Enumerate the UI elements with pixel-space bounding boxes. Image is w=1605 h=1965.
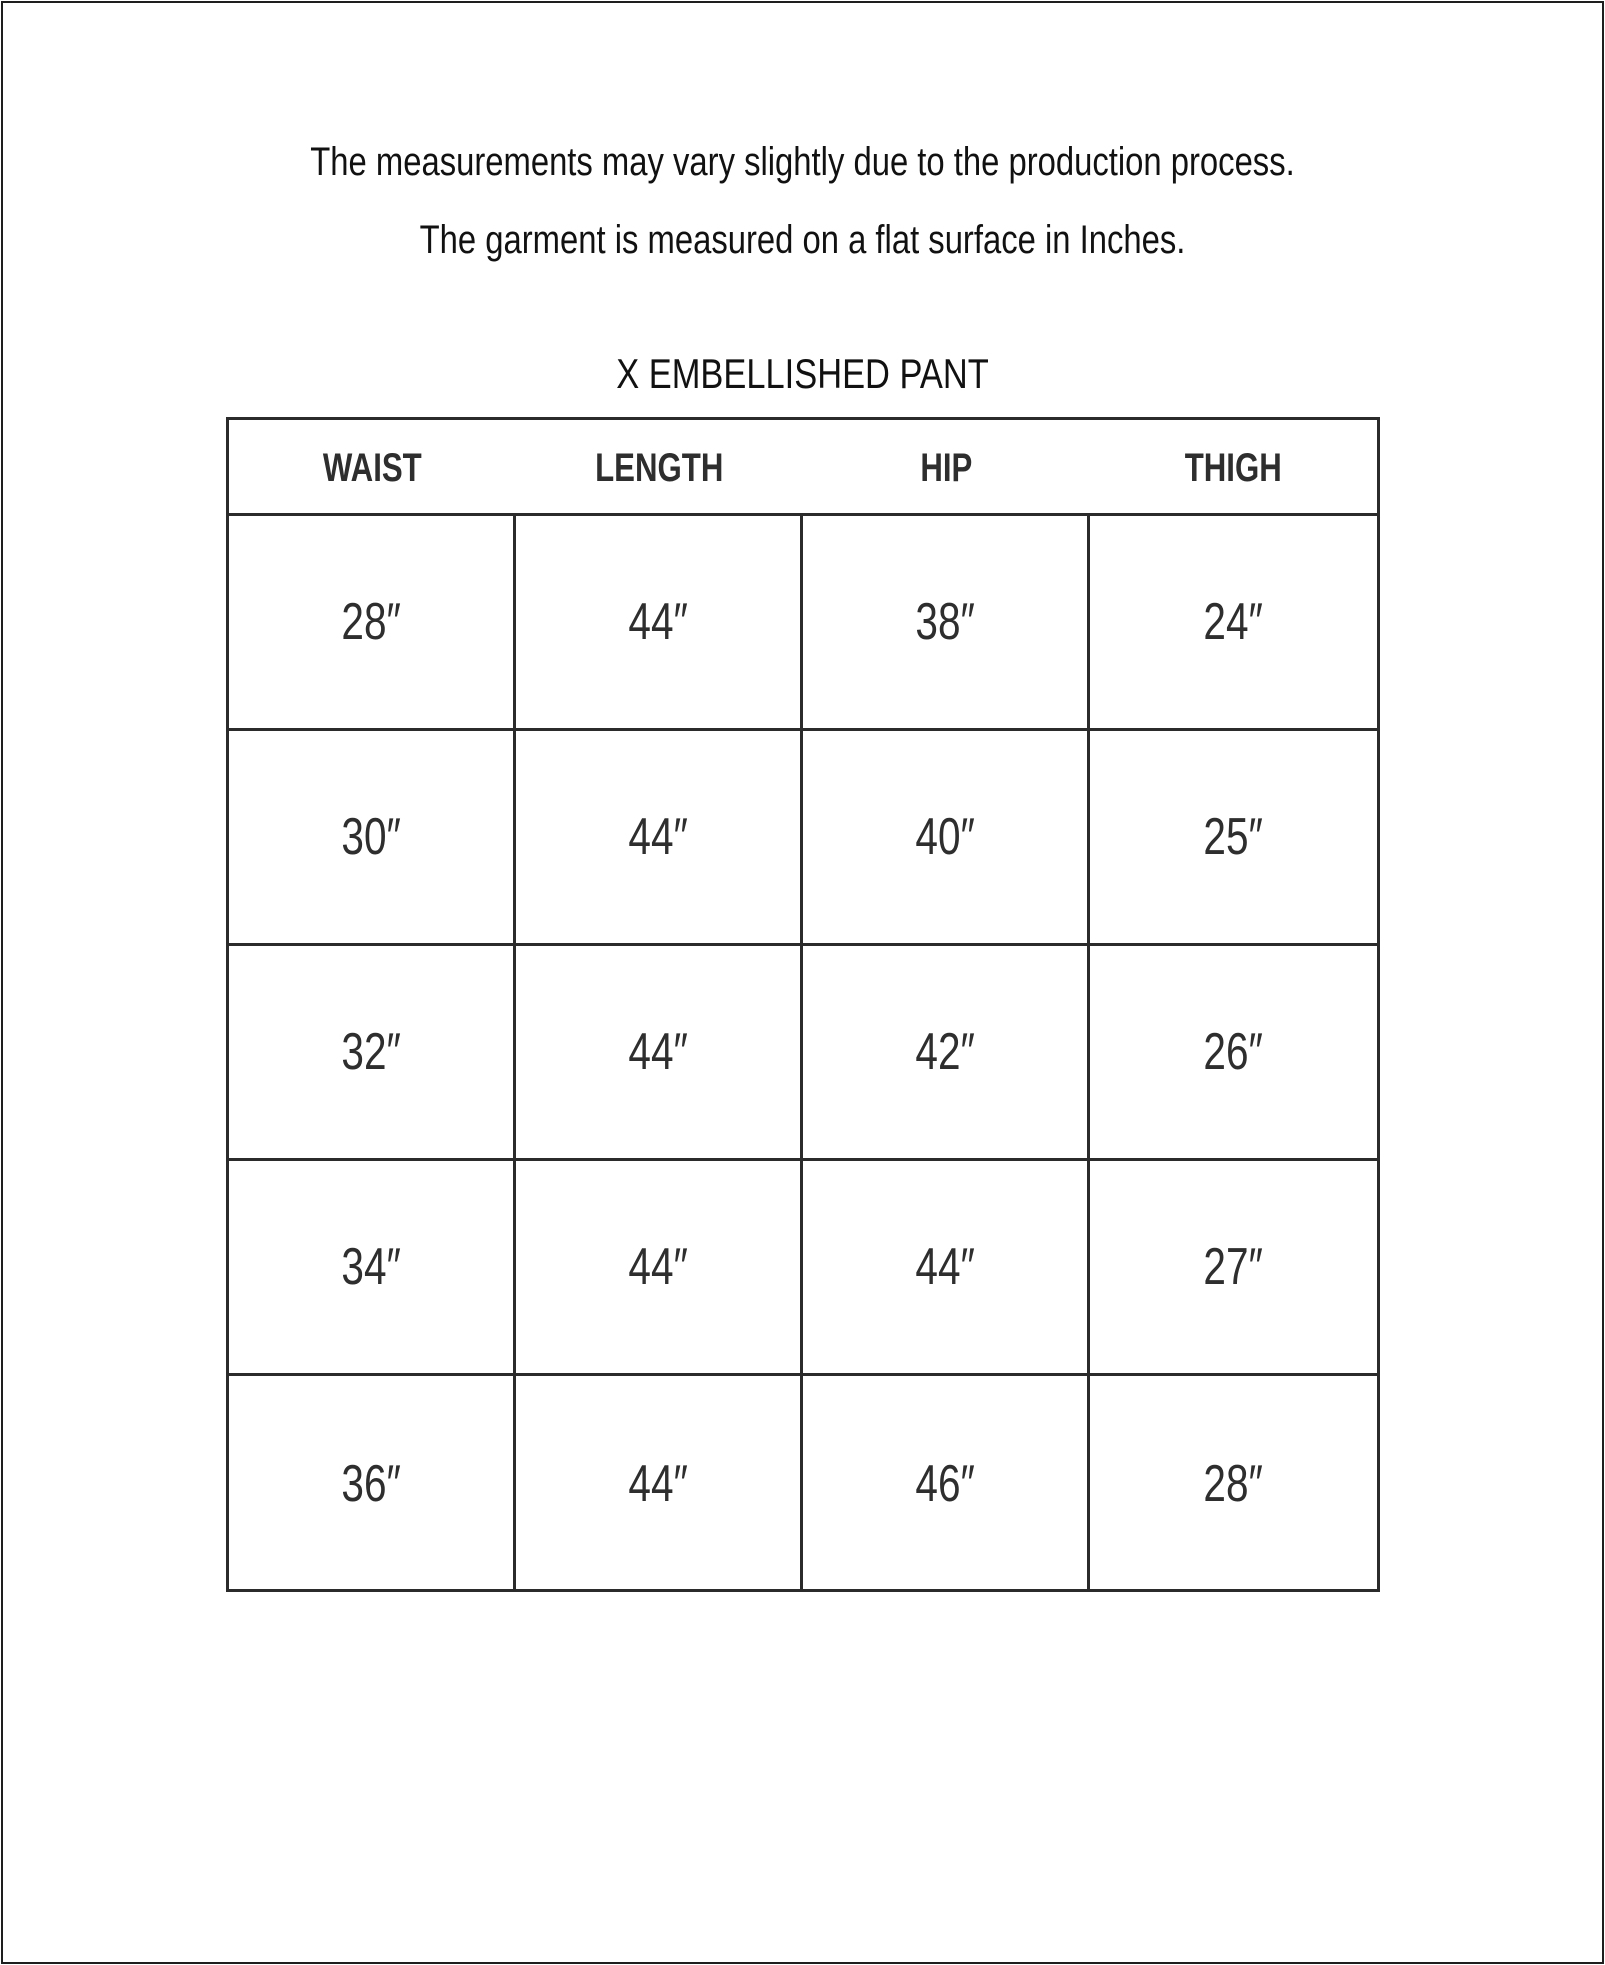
table-row — [229, 516, 1377, 731]
cell-hip — [803, 731, 1090, 943]
header-waist — [229, 420, 516, 516]
cell-thigh-value: 27″ — [1203, 1238, 1264, 1296]
header-length-label: LENGTH — [595, 445, 724, 490]
table-row — [229, 1376, 1377, 1591]
cell-thigh-value: 28″ — [1203, 1454, 1264, 1513]
cell-hip — [803, 946, 1090, 1158]
cell-length — [516, 946, 803, 1158]
cell-waist — [229, 731, 516, 943]
header-hip-label: HIP — [920, 445, 973, 490]
cell-thigh-value: 24″ — [1203, 593, 1264, 651]
cell-hip-value: 46″ — [915, 1454, 975, 1513]
header-thigh-label: THIGH — [1184, 445, 1283, 490]
cell-length — [516, 1161, 803, 1373]
cell-waist — [229, 946, 516, 1158]
cell-length — [516, 516, 803, 728]
cell-hip — [803, 1376, 1090, 1591]
cell-hip — [803, 516, 1090, 728]
header-length — [516, 420, 803, 516]
cell-thigh-value: 25″ — [1203, 808, 1264, 866]
size-chart-table — [226, 417, 1380, 1592]
cell-thigh-value: 26″ — [1203, 1023, 1264, 1081]
header-thigh — [1090, 420, 1377, 516]
cell-hip — [803, 1161, 1090, 1373]
table-header-row — [229, 420, 1377, 516]
cell-hip-value: 38″ — [915, 593, 975, 651]
cell-waist-value: 34″ — [341, 1238, 401, 1296]
measurement-variance-note: The measurements may vary slightly due to the production process. — [310, 140, 1295, 184]
cell-waist-value: 30″ — [341, 808, 401, 866]
cell-length-value: 44″ — [628, 1238, 688, 1296]
table-row — [229, 731, 1377, 946]
cell-length-value: 44″ — [628, 593, 688, 651]
cell-length-value: 44″ — [628, 1454, 688, 1513]
cell-waist — [229, 1161, 516, 1373]
cell-thigh — [1090, 1161, 1377, 1373]
cell-thigh — [1090, 516, 1377, 728]
cell-thigh — [1090, 946, 1377, 1158]
measurement-method-note: The garment is measured on a flat surface in Inches. — [419, 218, 1186, 262]
table-title: X EMBELLISHED PANT — [616, 350, 989, 397]
cell-thigh — [1090, 1376, 1377, 1591]
cell-waist — [229, 1376, 516, 1591]
cell-thigh — [1090, 731, 1377, 943]
cell-hip-value: 42″ — [915, 1023, 975, 1081]
table-row — [229, 946, 1377, 1161]
table-row — [229, 1161, 1377, 1376]
cell-length — [516, 731, 803, 943]
cell-hip-value: 44″ — [915, 1238, 975, 1296]
cell-length-value: 44″ — [628, 808, 688, 866]
cell-waist — [229, 516, 516, 728]
header-waist-label: WAIST — [323, 445, 422, 490]
cell-length-value: 44″ — [628, 1023, 688, 1081]
header-hip — [803, 420, 1090, 516]
cell-waist-value: 36″ — [341, 1454, 401, 1513]
cell-waist-value: 28″ — [341, 593, 401, 651]
cell-hip-value: 40″ — [915, 808, 975, 866]
cell-waist-value: 32″ — [341, 1023, 401, 1081]
cell-length — [516, 1376, 803, 1591]
